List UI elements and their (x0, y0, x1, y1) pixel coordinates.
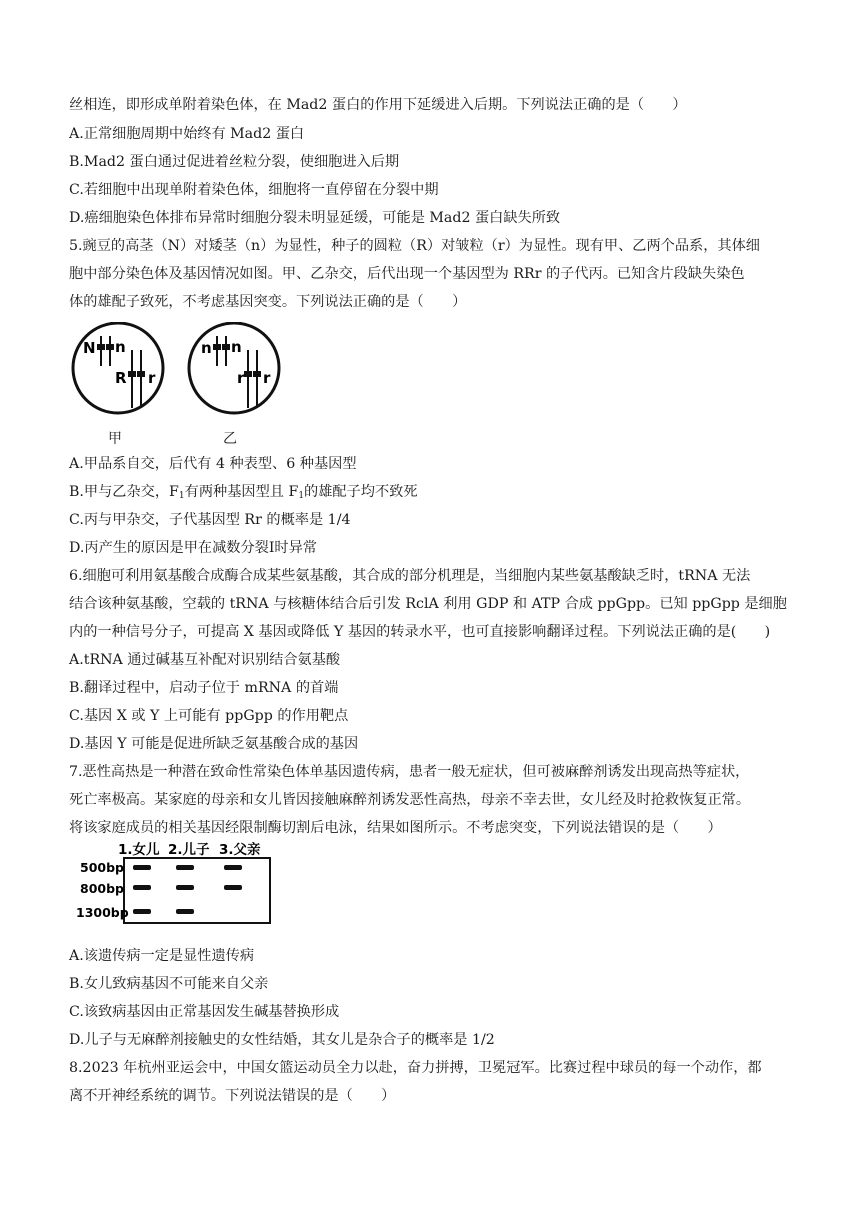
q5-option-b-part: 的雄配子均不致死 (304, 484, 418, 500)
q5-option-b (69, 482, 418, 506)
q6-stem-line-2: 结合该种氨基酸，空载的 tRNA 与核糖体结合后引发 RclA 利用 GDP 和 ATP 合成 ppGpp。已知 ppGpp 是细胞 (69, 596, 787, 612)
q4-option-b: B.Mad2 蛋白通过促进着丝粒分裂，使细胞进入后期 (69, 154, 400, 170)
gene-label: r (148, 369, 156, 387)
gel-lane-label: 2.儿子 (168, 842, 210, 858)
q6-stem-line-3: 内的一种信号分子，可提高 X 基因或降低 Y 基因的转录水平，也可直接影响翻译过程。下列说法正确的是( ) (69, 624, 771, 640)
q7-stem-line-3: 将该家庭成员的相关基因经限制酶切割后电泳，结果如图所示。不考虑突变，下列说法错误的是（ ） (69, 820, 722, 836)
gel-size-label: 800bp (80, 881, 124, 896)
gel-band (176, 885, 194, 890)
q4-option-d: D.癌细胞染色体排布异常时细胞分裂未明显延缓，可能是 Mad2 蛋白缺失所致 (69, 210, 561, 226)
cell-jia-label: 甲 (108, 431, 122, 447)
q7-option-a: A.该遗传病一定是显性遗传病 (69, 948, 255, 964)
q6-stem-line-1: 6.细胞可利用氨基酸合成酶合成某些氨基酸，其合成的部分机理是，当细胞内某些氨基酸缺乏时，tRNA 无法 (69, 568, 751, 584)
q5-stem-line-1: 5.豌豆的高茎（N）对矮茎（n）为显性，种子的圆粒（R）对皱粒（r）为显性。现有甲、乙两个品系，其体细 (69, 238, 760, 254)
q6-option-c: C.基因 X 或 Y 上可能有 ppGpp 的作用靶点 (69, 708, 349, 724)
q4-option-a: A.正常细胞周期中始终有 Mad2 蛋白 (69, 126, 305, 142)
q6-option-a: A.tRNA 通过碱基互补配对识别结合氨基酸 (69, 652, 341, 668)
gel-band (133, 885, 151, 890)
q5-stem-line-2: 胞中部分染色体及基因情况如图。甲、乙杂交，后代出现一个基因型为 RRr 的子代丙。已知含片段缺失染色 (69, 266, 745, 282)
gel-size-label: 1300bp (76, 905, 129, 920)
gel-band (224, 885, 242, 890)
q5-option-b-part: 有两种基因型且 F (184, 484, 299, 500)
q4-option-c: C.若细胞中出现单附着染色体，细胞将一直停留在分裂中期 (69, 182, 439, 198)
gel-band (176, 865, 194, 870)
gel-lane-label: 1.女儿 (118, 842, 160, 858)
q4-stem-line: 丝相连，即形成单附着染色体，在 Mad2 蛋白的作用下延缓进入后期。下列说法正确的是（ ） (69, 97, 687, 113)
gene-label: r (237, 369, 245, 387)
q7-option-c: C.该致病基因由正常基因发生碱基替换形成 (69, 1004, 340, 1020)
gene-label: R (115, 369, 127, 387)
cell-yi-label: 乙 (223, 431, 237, 447)
q7-stem-line-2: 死亡率极高。某家庭的母亲和女儿皆因接触麻醉剂诱发恶性高热，母亲不幸去世，女儿经及时抢救恢复正常。 (69, 792, 751, 808)
gel-band (224, 865, 242, 870)
gene-label: N (83, 339, 96, 357)
cell-yi (189, 323, 279, 413)
q7-option-d: D.儿子与无麻醉剂接触史的女性结婚，其女儿是杂合子的概率是 1/2 (69, 1032, 495, 1048)
gel-lane-label: 3.父亲 (219, 842, 261, 858)
q5-stem-line-3: 体的雄配子致死，不考虑基因突变。下列说法正确的是（ ） (69, 294, 467, 310)
gene-label: r (263, 369, 271, 387)
cell-jia (73, 323, 163, 413)
gel-size-label: 500bp (80, 860, 124, 875)
q5-option-b-subscript: 1 (298, 491, 305, 501)
chromosome-figure (70, 322, 290, 418)
q7-option-b: B.女儿致病基因不可能来自父亲 (69, 976, 269, 992)
gene-label: n (115, 338, 126, 356)
q5-option-d: D.丙产生的原因是甲在减数分裂Ⅰ时异常 (69, 540, 317, 556)
q5-option-b-part: B.甲与乙杂交，F (69, 484, 179, 500)
gene-label: n (201, 339, 212, 357)
q5-option-c: C.丙与甲杂交，子代基因型 Rr 的概率是 1/4 (69, 512, 351, 528)
gel-band (133, 909, 151, 914)
gel-band (176, 909, 194, 914)
q5-option-a: A.甲品系自交，后代有 4 种表型、6 种基因型 (69, 456, 357, 472)
q8-stem-line-2: 离不开神经系统的调节。下列说法错误的是（ ） (69, 1088, 396, 1104)
q6-option-b: B.翻译过程中，启动子位于 mRNA 的首端 (69, 680, 339, 696)
q7-stem-line-1: 7.恶性高热是一种潜在致命性常染色体单基因遗传病，患者一般无症状，但可被麻醉剂诱发出现高热等症状， (69, 764, 750, 780)
gel-figure (76, 838, 276, 928)
gene-label: n (231, 338, 242, 356)
q5-option-b-subscript: 1 (178, 491, 185, 501)
gel-band (133, 865, 151, 870)
q8-stem-line-1: 8.2023 年杭州亚运会中，中国女篮运动员全力以赴，奋力拼搏，卫冕冠军。比赛过程中球员的每一个动作，都 (69, 1060, 762, 1076)
q6-option-d: D.基因 Y 可能是促进所缺乏氨基酸合成的基因 (69, 736, 359, 752)
